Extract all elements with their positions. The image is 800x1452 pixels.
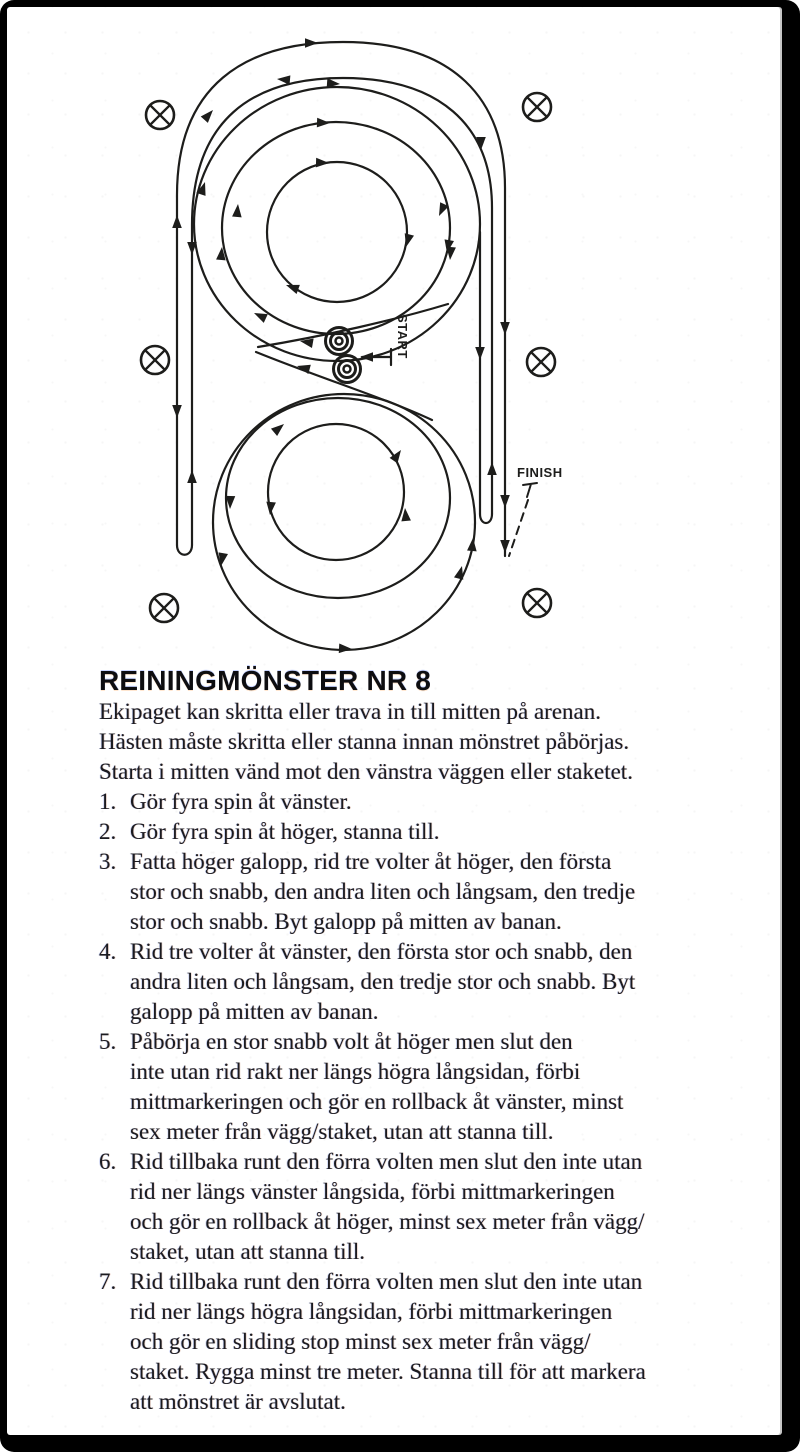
step-number: 4. xyxy=(99,939,117,964)
step-text: och gör en rollback åt höger, minst sex meter från vägg/ xyxy=(130,1209,645,1234)
circled-x-icon xyxy=(141,346,169,374)
step-text: rid ner längs vänster långsida, förbi mittmarkeringen xyxy=(130,1179,615,1204)
step-text: andra liten och långsam, den tredje stor och snabb. Byt xyxy=(130,969,636,994)
finish-marker xyxy=(509,483,537,556)
step-item xyxy=(99,1027,775,1147)
step-number: 3. xyxy=(99,849,117,874)
step-text: galopp på mitten av banan. xyxy=(130,999,379,1024)
spin-symbol xyxy=(326,328,353,355)
step-text: Rid tre volter åt vänster, den första stor och snabb, den xyxy=(130,939,633,964)
circled-x-icon xyxy=(523,93,551,121)
direction-arrows xyxy=(172,38,510,654)
intro-line: Starta i mitten vänd mot den vänstra väggen eller staketet. xyxy=(99,759,633,784)
finish-label: FINISH xyxy=(517,465,563,480)
step-text: inte utan rid rakt ner längs högra långsidan, förbi xyxy=(130,1059,581,1084)
step-text: Gör fyra spin åt höger, stanna till. xyxy=(130,819,440,844)
step-text: Fatta höger galopp, rid tre volter åt höger, den första xyxy=(130,849,612,874)
step-text: Påbörja en stor snabb volt åt höger men slut den xyxy=(130,1029,573,1054)
page-title: REININGMÖNSTER NR 8 xyxy=(99,665,432,696)
step-item xyxy=(99,847,775,937)
step-text: sex meter från vägg/staket, utan att stanna till. xyxy=(130,1119,554,1144)
document-page xyxy=(7,7,782,1435)
step-text: stor och snabb, den andra liten och långsam, den tredje xyxy=(130,879,636,904)
start-marker xyxy=(360,349,391,365)
step-text: Rid tillbaka runt den förra volten men slut den inte utan xyxy=(130,1149,643,1174)
step-text: stor och snabb. Byt galopp på mitten av banan. xyxy=(130,909,562,934)
pattern-track xyxy=(177,42,505,650)
step-text: staket. Rygga minst tre meter. Stanna till för att markera xyxy=(130,1359,646,1384)
start-label: START xyxy=(395,314,410,359)
instructions xyxy=(99,697,775,1417)
step-text: rid ner längs högra långsidan, förbi mittmarkeringen xyxy=(130,1299,613,1324)
reining-pattern-diagram xyxy=(7,7,767,662)
circled-x-icon xyxy=(146,101,174,129)
circled-x-icon xyxy=(150,594,178,622)
step-item xyxy=(99,1267,775,1417)
intro-line: Ekipaget kan skritta eller trava in till mitten på arenan. xyxy=(99,699,601,724)
step-number: 6. xyxy=(99,1149,117,1174)
step-text: och gör en sliding stop minst sex meter från vägg/ xyxy=(130,1329,591,1354)
step-item xyxy=(99,817,775,847)
spin-symbol xyxy=(334,356,361,383)
step-item xyxy=(99,937,775,1027)
step-item xyxy=(99,1147,775,1267)
step-text: staket, utan att stanna till. xyxy=(130,1239,366,1264)
step-item xyxy=(99,787,775,817)
step-text: att mönstret är avslutat. xyxy=(130,1389,346,1414)
step-text: Gör fyra spin åt vänster. xyxy=(130,789,352,814)
step-number: 2. xyxy=(99,819,117,844)
step-number: 7. xyxy=(99,1269,117,1294)
circled-x-icon xyxy=(527,348,555,376)
step-number: 5. xyxy=(99,1029,117,1054)
step-text: Rid tillbaka runt den förra volten men slut den inte utan xyxy=(130,1269,643,1294)
intro-line: Hästen måste skritta eller stanna innan mönstret påbörjas. xyxy=(99,729,630,754)
step-number: 1. xyxy=(99,789,117,814)
step-text: mittmarkeringen och gör en rollback åt vänster, minst xyxy=(130,1089,624,1114)
circled-x-icon xyxy=(523,589,551,617)
